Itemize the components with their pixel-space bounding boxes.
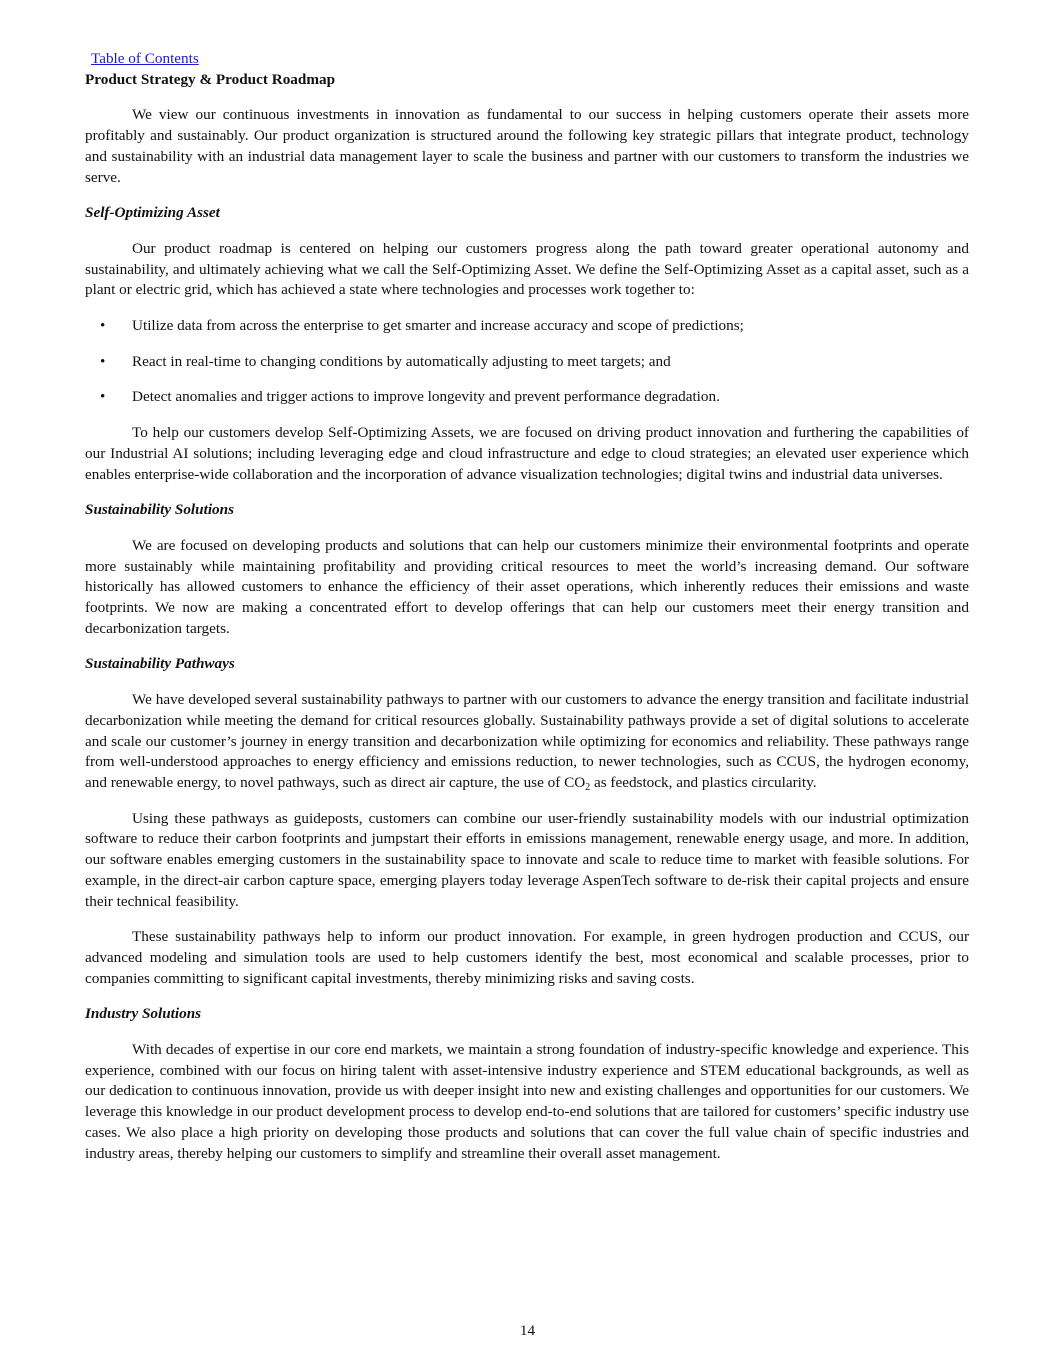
table-of-contents-link[interactable]: Table of Contents [91,50,199,67]
section-title: Product Strategy & Product Roadmap [85,70,336,88]
sustainability-pathways-paragraph-2: Using these pathways as guideposts, customers can combine our user-friendly sustainability models with our industrial optimization software to reduce their carbon footprints and jumpstart their efforts in emissions management, renewable energy usage, and more. In addition, our software enables emerging customers in the sustainability space to innovate and scale to reduce time to market with feasible solutions. For example, in the direct-air carbon capture space, emerging players today leverage AspenTech software to de-risk their capital projects and ensure their technical feasibility. [85,809,969,910]
industry-solutions-paragraph: With decades of expertise in our core end markets, we maintain a strong foundation of industry-specific knowledge and experience. This experience, combined with our focus on hiring talent with asset-intensive industry experience and STEM educational backgrounds, as well as our dedication to continuous innovation, provide us with deeper insight into new and existing challenges and opportunities for our customers. We leverage this knowledge in our product development process to develop end-to-end solutions that are tailored for customers’ specific industry use cases. We also place a high priority on developing those products and solutions that can cover the full value chain of specific industries and industry areas, thereby helping our customers to simplify and streamline their overall asset management. [85,1041,969,1162]
list-item-text: Utilize data from across the enterprise to get smarter and increase accuracy and scope of predictions; [132,317,744,335]
sustainability-pathways-paragraph-1 [85,690,969,794]
self-optimizing-heading: Self-Optimizing Asset [85,204,220,222]
bullet-icon: • [100,388,106,406]
list-item [85,387,969,408]
self-optimizing-paragraph-1: Our product roadmap is centered on helping our customers progress along the path toward greater operational autonomy and sustainability, and ultimately achieving what we call the Self-Optimizing Asset. We define the Self-Optimizing Asset as a capital asset, such as a plant or electric grid, which has achieved a state where technologies and processes work together to: [85,239,969,299]
sustainability-solutions-heading: Sustainability Solutions [85,501,234,519]
sustainability-pathways-heading: Sustainability Pathways [85,655,235,673]
sustainability-solutions-paragraph: We are focused on developing products and solutions that can help our customers minimize their environmental footprints and operate more sustainably while maintaining profitability and providing critical resources to meet the world’s increasing demand. Our software historically has allowed customers to enhance the efficiency of their asset operations, which inherently reduces their emissions and waste footprints. We now are making a concentrated effort to develop offerings that can help our customers meet their energy transition and decarbonization targets. [85,536,969,637]
self-optimizing-paragraph-2: To help our customers develop Self-Optimizing Assets, we are focused on driving product innovation and furthering the capabilities of our Industrial AI solutions; including leveraging edge and cloud infrastructure and edge to cloud strategies; an elevated user experience which enables enterprise-wide collaboration and the incorporation of advance visualization technologies; digital twins and industrial data universes. [85,424,969,483]
list-item-text: React in real-time to changing conditions by automatically adjusting to meet targets; and [132,352,671,370]
page-number: 14 [519,1322,536,1339]
intro-paragraph: We view our continuous investments in innovation as fundamental to our success in helping customers operate their assets more profitably and sustainably. Our product organization is structured around the following key strategic pillars that integrate product, technology and sustainability with an industrial data management layer to scale the business and partner with our customers to transform the industries we serve. [85,106,969,186]
sustainability-pathways-paragraph-3: These sustainability pathways help to inform our product innovation. For example, in green hydrogen production and CCUS, our advanced modeling and simulation tools are used to help customers identify the best, most economical and scalable processes, prior to companies committing to significant capital investments, thereby minimizing risks and saving costs. [85,928,969,987]
list-item-text: Detect anomalies and trigger actions to improve longevity and prevent performance degradation. [132,388,720,406]
paragraph-text: We have developed several sustainability pathways to partner with our customers to advance the energy transition and facilitate industrial decarbonization while meeting the demand for critical resources globally. Sustainability pathways provide a set of digital solutions to accelerate and scale our customer’s journey in energy transition and decarbonization while optimizing for economics and reliability. These pathways range from well-understood approaches to energy efficiency and emissions reduction, to newer technologies, such as CCUS, the hydrogen economy, and renewable energy, to novel pathways, such as direct air capture, the use of CO [85,691,969,791]
list-item [85,316,969,337]
self-optimizing-bullet-list [85,316,969,408]
paragraph-text: as feedstock, and plastics circularity. [590,773,817,791]
document-page [85,49,969,1179]
bullet-icon: • [100,352,106,370]
list-item [85,352,969,373]
industry-solutions-heading: Industry Solutions [85,1005,202,1023]
bullet-icon: • [100,317,106,335]
subscript-text: 2 [585,781,591,793]
